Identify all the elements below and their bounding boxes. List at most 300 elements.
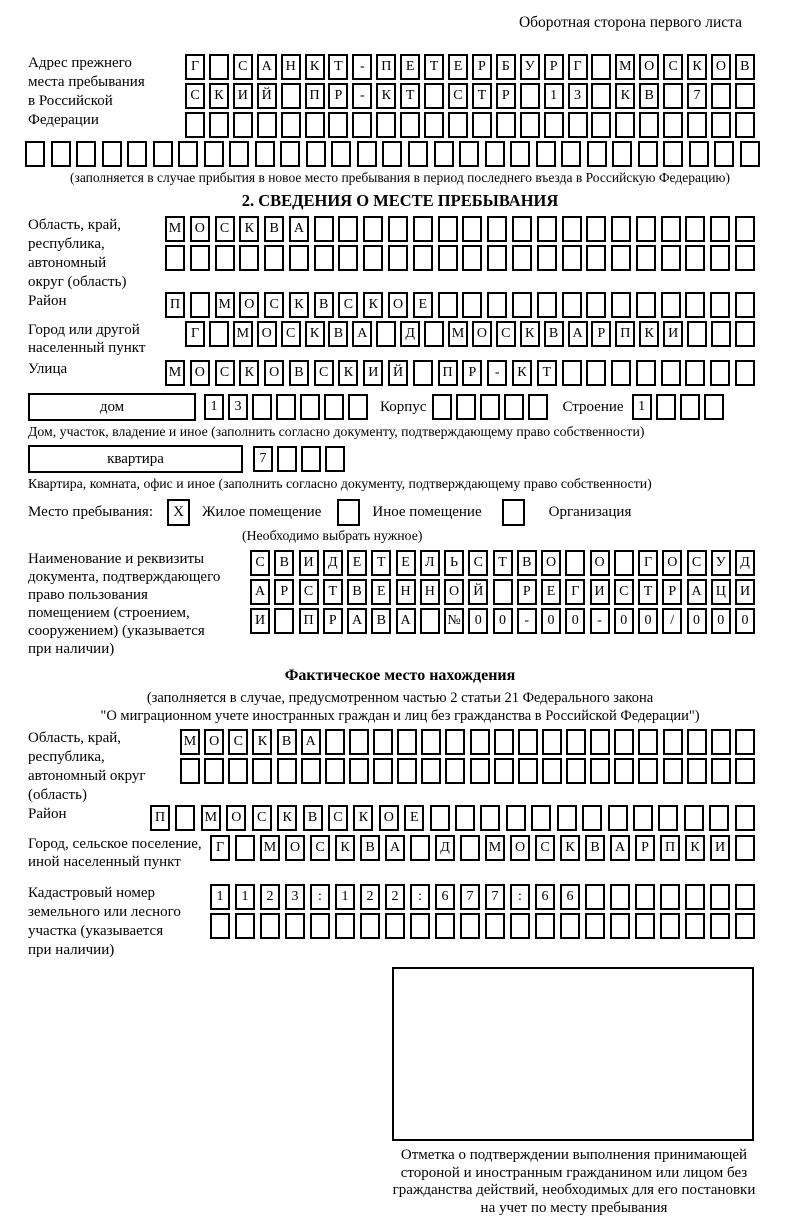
char-cell <box>460 913 480 939</box>
char-cell: О <box>264 360 284 386</box>
char-cell <box>325 729 345 755</box>
char-cell <box>264 245 284 271</box>
char-cell: К <box>363 292 383 318</box>
label-line: Город, сельское поселение, <box>28 835 210 853</box>
char-cell <box>565 550 585 576</box>
char-cell: О <box>472 321 492 347</box>
char-cell <box>656 394 676 420</box>
char-cell: Е <box>413 292 433 318</box>
char-cell: С <box>215 216 235 242</box>
char-cell: 3 <box>228 394 248 420</box>
char-cell: Е <box>541 579 561 605</box>
char-cell: Т <box>328 54 348 80</box>
char-cell <box>496 112 516 138</box>
char-cell <box>434 141 454 167</box>
char-cell: К <box>353 805 373 831</box>
char-cell: Г <box>638 550 658 576</box>
char-cell <box>685 216 705 242</box>
char-cell: Е <box>404 805 424 831</box>
apartment-note: Квартира, комната, офис и иное (заполнить согласно документу, подтверждающему право собственности) <box>0 476 800 492</box>
char-cell: С <box>310 835 330 861</box>
char-cell <box>328 112 348 138</box>
char-cell: В <box>517 550 537 576</box>
char-cell <box>610 884 630 910</box>
char-cell: Р <box>323 608 343 634</box>
char-cell <box>518 729 538 755</box>
char-cell: Й <box>257 83 277 109</box>
char-cell <box>614 729 634 755</box>
char-cell: К <box>277 805 297 831</box>
actual-city-label <box>0 835 210 871</box>
char-cell <box>710 216 730 242</box>
char-cell <box>462 216 482 242</box>
char-cell: В <box>371 608 391 634</box>
char-cell: 7 <box>485 884 505 910</box>
char-cell: Й <box>388 360 408 386</box>
char-cell <box>300 394 320 420</box>
option-residential-label: Жилое помещение <box>202 504 321 521</box>
actual-district-label: Район <box>0 805 150 824</box>
char-cell <box>590 729 610 755</box>
char-cell <box>438 245 458 271</box>
char-row <box>180 758 755 784</box>
korpus-label: Корпус <box>380 399 426 416</box>
char-cell <box>689 141 709 167</box>
char-cell: В <box>360 835 380 861</box>
char-cell: О <box>711 54 731 80</box>
char-cell <box>388 216 408 242</box>
char-cell <box>363 245 383 271</box>
street-label: Улица <box>0 360 165 379</box>
label-line: при наличии) <box>28 640 250 658</box>
char-cell: В <box>328 321 348 347</box>
actual-region-block <box>0 729 800 805</box>
char-cell <box>735 805 755 831</box>
char-cell <box>385 913 405 939</box>
label-line: Адрес прежнего <box>28 54 185 73</box>
char-cell <box>714 141 734 167</box>
char-cell: / <box>662 608 682 634</box>
label-line: Кадастровый номер <box>28 884 210 903</box>
char-cell <box>633 805 653 831</box>
char-cell <box>586 245 606 271</box>
char-cell <box>512 245 532 271</box>
char-row <box>165 216 755 242</box>
label-line: Наименование и реквизиты <box>28 550 250 568</box>
char-cell <box>661 245 681 271</box>
char-cell <box>506 805 526 831</box>
char-cell <box>397 729 417 755</box>
char-cell: П <box>305 83 325 109</box>
char-cell <box>277 758 297 784</box>
char-cell: Р <box>328 83 348 109</box>
char-cell: № <box>444 608 464 634</box>
char-cell: 0 <box>541 608 561 634</box>
char-cell: Р <box>635 835 655 861</box>
option-other-premises-label: Иное помещение <box>372 504 481 521</box>
char-cell: С <box>299 579 319 605</box>
char-cell <box>561 141 581 167</box>
char-cell <box>289 245 309 271</box>
char-cell: А <box>568 321 588 347</box>
char-cell: М <box>233 321 253 347</box>
char-cell <box>338 216 358 242</box>
char-cell: О <box>639 54 659 80</box>
label-line: "О миграционном учете иностранных граждан и лиц без гражданства в Российской Федерации") <box>0 708 800 726</box>
option-organization-label: Организация <box>549 504 632 521</box>
label-line: участка (указывается <box>28 922 210 941</box>
char-cell: К <box>512 360 532 386</box>
char-cell <box>663 758 683 784</box>
char-cell <box>204 141 224 167</box>
char-cell <box>711 321 731 347</box>
char-cell <box>587 141 607 167</box>
char-cell: - <box>352 54 372 80</box>
char-cell <box>314 216 334 242</box>
char-cell <box>615 112 635 138</box>
char-cell: О <box>444 579 464 605</box>
char-cell: А <box>301 729 321 755</box>
char-cell: М <box>485 835 505 861</box>
char-cell: Г <box>565 579 585 605</box>
char-cell <box>485 141 505 167</box>
city-block <box>0 321 800 357</box>
char-cell <box>608 805 628 831</box>
char-cell <box>636 245 656 271</box>
checkbox-organization <box>502 499 525 526</box>
char-cell <box>324 394 344 420</box>
char-cell <box>663 83 683 109</box>
char-cell: П <box>660 835 680 861</box>
char-cell: 2 <box>360 884 380 910</box>
house-field-box: дом <box>28 393 196 421</box>
char-cell: 7 <box>687 83 707 109</box>
label-line: стороной и иностранным гражданином или лицом без <box>388 1165 760 1183</box>
char-cell: - <box>590 608 610 634</box>
char-cell: С <box>535 835 555 861</box>
char-cell: - <box>352 83 372 109</box>
char-cell <box>684 805 704 831</box>
char-cell <box>661 292 681 318</box>
char-cell: 0 <box>468 608 488 634</box>
char-cell: 0 <box>493 608 513 634</box>
char-cell <box>413 216 433 242</box>
char-cell: В <box>735 54 755 80</box>
char-cell: Е <box>448 54 468 80</box>
char-row <box>165 292 755 318</box>
char-cell <box>711 729 731 755</box>
char-cell: С <box>314 360 334 386</box>
label-line: иной населенный пункт <box>28 853 210 871</box>
char-cell: О <box>204 729 224 755</box>
char-cell <box>562 360 582 386</box>
label-line: автономный округ <box>28 767 180 786</box>
char-cell <box>560 913 580 939</box>
char-cell <box>76 141 96 167</box>
char-cell: 3 <box>285 884 305 910</box>
char-cell: Т <box>638 579 658 605</box>
char-cell <box>421 729 441 755</box>
char-cell: 0 <box>711 608 731 634</box>
char-cell <box>687 758 707 784</box>
label-line: при наличии) <box>28 941 210 960</box>
char-cell: 1 <box>235 884 255 910</box>
char-cell: О <box>285 835 305 861</box>
label-line: округ (область) <box>28 273 165 292</box>
char-cell <box>421 758 441 784</box>
char-cell <box>687 112 707 138</box>
char-cell <box>562 216 582 242</box>
char-row <box>250 579 755 605</box>
char-cell: М <box>615 54 635 80</box>
char-cell <box>462 292 482 318</box>
char-cell: В <box>544 321 564 347</box>
char-cell: Т <box>371 550 391 576</box>
char-cell <box>735 292 755 318</box>
char-cell: К <box>209 83 229 109</box>
char-cell <box>373 729 393 755</box>
char-cell <box>685 884 705 910</box>
char-cell <box>445 758 465 784</box>
char-cell <box>325 758 345 784</box>
char-cell <box>178 141 198 167</box>
char-cell: Т <box>400 83 420 109</box>
korpus-cells <box>432 394 548 420</box>
char-cell: 2 <box>385 884 405 910</box>
char-row <box>185 112 755 138</box>
char-cell <box>51 141 71 167</box>
char-cell <box>210 913 230 939</box>
char-cell <box>185 112 205 138</box>
char-cell: М <box>201 805 221 831</box>
char-row <box>150 805 755 831</box>
char-cell <box>470 729 490 755</box>
char-cell: С <box>496 321 516 347</box>
char-cell <box>528 394 548 420</box>
char-cell: - <box>517 608 537 634</box>
char-cell <box>735 835 755 861</box>
char-cell: М <box>448 321 468 347</box>
char-cell: И <box>735 579 755 605</box>
label-line: помещением (строением, <box>28 604 250 622</box>
char-cell: О <box>226 805 246 831</box>
char-cell <box>255 141 275 167</box>
char-cell <box>710 292 730 318</box>
char-cell <box>480 394 500 420</box>
document-block <box>0 550 800 658</box>
char-cell <box>614 550 634 576</box>
char-cell: С <box>281 321 301 347</box>
city-label <box>0 321 185 357</box>
char-cell: Е <box>371 579 391 605</box>
char-cell <box>306 141 326 167</box>
char-cell: Н <box>281 54 301 80</box>
char-cell <box>435 913 455 939</box>
char-cell <box>639 112 659 138</box>
char-cell: К <box>639 321 659 347</box>
label-line: земельного или лесного <box>28 903 210 922</box>
char-cell: И <box>233 83 253 109</box>
char-cell <box>735 216 755 242</box>
char-cell <box>635 884 655 910</box>
char-cell: Р <box>591 321 611 347</box>
char-cell <box>611 360 631 386</box>
char-cell: Р <box>517 579 537 605</box>
char-cell <box>709 805 729 831</box>
char-cell <box>373 758 393 784</box>
char-cell: К <box>305 54 325 80</box>
char-cell <box>335 913 355 939</box>
char-cell <box>685 913 705 939</box>
char-cell: - <box>487 360 507 386</box>
char-cell: Р <box>544 54 564 80</box>
char-cell: С <box>233 54 253 80</box>
char-cell: Г <box>210 835 230 861</box>
char-cell <box>349 729 369 755</box>
char-cell <box>235 913 255 939</box>
house-number-cells <box>204 394 368 420</box>
char-cell <box>536 141 556 167</box>
label-line: Область, край, <box>28 729 180 748</box>
char-cell <box>233 112 253 138</box>
char-cell: И <box>663 321 683 347</box>
char-cell: Б <box>496 54 516 80</box>
char-cell: П <box>615 321 635 347</box>
char-cell <box>544 112 564 138</box>
char-cell <box>472 112 492 138</box>
char-cell: 6 <box>560 884 580 910</box>
char-cell: К <box>615 83 635 109</box>
char-cell: С <box>250 550 270 576</box>
char-cell: А <box>257 54 277 80</box>
char-cell: С <box>687 550 707 576</box>
char-cell <box>252 394 272 420</box>
char-cell: А <box>250 579 270 605</box>
char-cell <box>711 758 731 784</box>
region-rows <box>165 216 755 271</box>
char-cell <box>305 112 325 138</box>
char-cell <box>537 216 557 242</box>
char-cell <box>285 913 305 939</box>
cadastre-rows <box>210 884 755 939</box>
char-cell: А <box>352 321 372 347</box>
actual-location-note <box>0 690 800 725</box>
char-cell <box>445 729 465 755</box>
district-label: Район <box>0 292 165 311</box>
char-cell <box>562 292 582 318</box>
char-cell: К <box>252 729 272 755</box>
char-cell: А <box>385 835 405 861</box>
char-cell <box>376 112 396 138</box>
char-cell: В <box>347 579 367 605</box>
actual-region-label <box>0 729 180 805</box>
char-cell <box>704 394 724 420</box>
label-line: Федерации <box>28 111 185 130</box>
char-cell <box>660 913 680 939</box>
char-cell <box>661 216 681 242</box>
char-cell <box>420 608 440 634</box>
char-cell <box>280 141 300 167</box>
actual-location-title: Фактическое место нахождения <box>0 666 800 686</box>
char-cell: Н <box>396 579 416 605</box>
char-cell: С <box>328 805 348 831</box>
label-line: населенный пункт <box>28 339 185 357</box>
char-cell <box>301 446 321 472</box>
char-cell: А <box>687 579 707 605</box>
char-cell <box>685 292 705 318</box>
char-cell: 0 <box>614 608 634 634</box>
char-cell: С <box>338 292 358 318</box>
char-cell: С <box>614 579 634 605</box>
char-cell: А <box>610 835 630 861</box>
char-cell: С <box>448 83 468 109</box>
char-cell: 7 <box>253 446 273 472</box>
region-label <box>0 216 165 292</box>
char-cell: О <box>190 360 210 386</box>
char-cell: У <box>520 54 540 80</box>
char-cell: : <box>510 884 530 910</box>
char-cell: И <box>590 579 610 605</box>
char-cell <box>424 83 444 109</box>
char-cell <box>487 292 507 318</box>
char-cell: П <box>150 805 170 831</box>
label-line: на учет по месту пребывания <box>388 1200 760 1217</box>
char-cell: М <box>215 292 235 318</box>
char-cell <box>363 216 383 242</box>
char-cell <box>348 394 368 420</box>
char-cell <box>638 729 658 755</box>
char-cell: Т <box>323 579 343 605</box>
char-cell <box>229 141 249 167</box>
char-cell <box>735 83 755 109</box>
char-cell: К <box>338 360 358 386</box>
char-cell: С <box>468 550 488 576</box>
char-cell <box>228 758 248 784</box>
char-cell: С <box>215 360 235 386</box>
char-cell: 2 <box>260 884 280 910</box>
char-cell: В <box>274 550 294 576</box>
char-cell <box>413 360 433 386</box>
char-cell <box>432 394 452 420</box>
char-row <box>210 884 755 910</box>
char-row <box>165 245 755 271</box>
char-cell <box>562 245 582 271</box>
char-cell <box>710 245 730 271</box>
char-cell <box>487 216 507 242</box>
char-cell <box>510 913 530 939</box>
char-cell <box>349 758 369 784</box>
char-cell: 0 <box>638 608 658 634</box>
char-cell <box>430 805 450 831</box>
char-cell <box>257 112 277 138</box>
char-cell <box>661 360 681 386</box>
char-row <box>210 835 755 861</box>
char-cell <box>470 758 490 784</box>
char-cell: 1 <box>204 394 224 420</box>
char-cell <box>424 321 444 347</box>
char-cell <box>520 112 540 138</box>
char-cell <box>455 805 475 831</box>
char-cell <box>494 758 514 784</box>
char-cell: У <box>711 550 731 576</box>
char-cell: С <box>228 729 248 755</box>
char-cell <box>537 245 557 271</box>
char-cell: А <box>347 608 367 634</box>
label-line: в Российской <box>28 92 185 111</box>
char-cell <box>413 245 433 271</box>
char-cell: 6 <box>435 884 455 910</box>
char-cell <box>711 83 731 109</box>
